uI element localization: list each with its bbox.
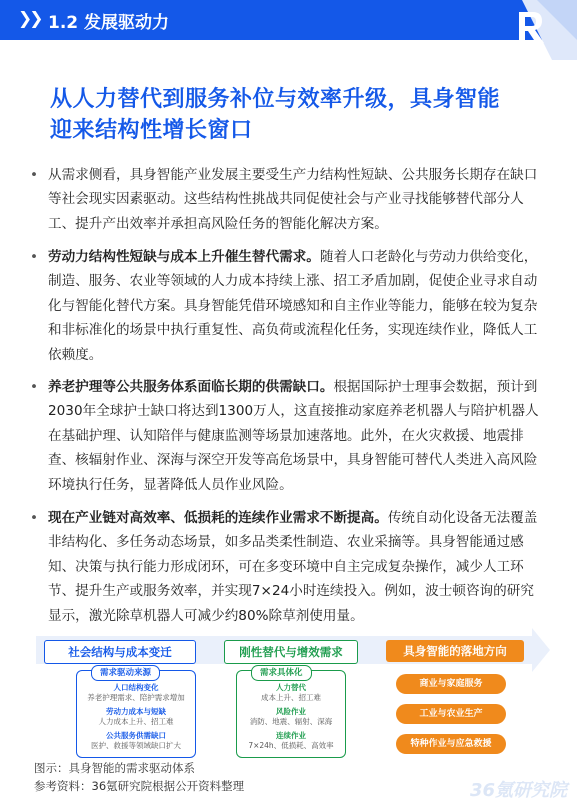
source-note: 参考资料：36氪研究院根据公开资料整理 bbox=[34, 779, 245, 793]
bullet-heading: 劳动力结构性短缺与成本上升催生替代需求。 bbox=[48, 249, 320, 265]
watermark: 36氪研究院 bbox=[470, 780, 568, 801]
bullet-dot-icon: • bbox=[30, 249, 39, 265]
list-item bbox=[237, 707, 345, 727]
bullet-text: 传统自动化设备无法覆盖非结构化、多任务动态场景，如多品类柔性制造、农业采摘等。具身智能通过感知、决策与执行能力形成闭环，可在多变环境中自主完成复杂操作，减少人工环节、提升生产或服务效率，并实现7×24小时连续投入。例如，波士顿咨询的研究显示，激光除草机器人可减少约80%除草剂使用量。 bbox=[48, 510, 538, 624]
bullet-text: 随着人口老龄化与劳动力供给变化，制造、服务、农业等领域的人力成本持续上涨、招工矛盾加剧，促使企业寻求自动化与智能化替代方案。具身智能凭借环境感知和自主作业等能力，能够在较为复杂和非标准化的场景中执行重复性、高负荷或流程化任务，实现连续作业，降低人工依赖度。 bbox=[48, 249, 538, 363]
bullet-paragraph bbox=[30, 375, 540, 497]
bullet-paragraph bbox=[30, 506, 540, 628]
bullet-heading: 现在产业链对高效率、低损耗的连续作业需求不断提高。 bbox=[48, 510, 388, 526]
item-title: 劳动力成本与短缺 bbox=[106, 707, 166, 716]
bullet-paragraph bbox=[30, 163, 540, 236]
direction-badge: 工业与农业生产 bbox=[396, 704, 506, 724]
item-detail: 养老护理需求、陪护需求增加 bbox=[87, 693, 185, 702]
item-detail: 7×24h、低损耗、高效率 bbox=[248, 741, 334, 750]
bullet-dot-icon: • bbox=[30, 510, 39, 526]
item-detail: 消防、地震、辐射、深海 bbox=[249, 717, 333, 726]
direction-badge: 商业与家庭服务 bbox=[396, 674, 506, 694]
item-detail: 医护、救援等领域缺口扩大 bbox=[91, 741, 181, 750]
column-header: 具身智能的落地方向 bbox=[386, 640, 524, 662]
list-item bbox=[237, 731, 345, 751]
list-item bbox=[77, 683, 195, 703]
bullet-text: 根据国际护士理事会数据，预计到2030年全球护士缺口将达到1300万人，这直接推动家庭养老机器人与陪护机器人在基础护理、认知陪伴与健康监测等场景加速落地。此外，在火灾救援、地震排查、核辐射作业、深海与深空开发等高危场景中，具身智能可替代人类进入高风险环境执行任务，显著降低人员作业风险。 bbox=[48, 379, 539, 493]
bullet-paragraph bbox=[30, 245, 540, 367]
item-title: 人口结构变化 bbox=[113, 683, 159, 692]
demand-specification-box bbox=[236, 670, 346, 758]
item-title: 连续作业 bbox=[276, 731, 306, 740]
bullet-text: 从需求侧看，具身智能产业发展主要受生产力结构性短缺、公共服务长期存在缺口等社会现实因素驱动。这些结构性挑战共同促使社会与产业寻找能够替代部分人工、提升产出效率并承担高风险任务的智能化解决方案。 bbox=[48, 167, 538, 232]
demand-driver-diagram bbox=[36, 628, 546, 758]
bullet-dot-icon: • bbox=[30, 167, 39, 183]
title-line-2: 迎来结构性增长窗口 bbox=[50, 118, 253, 143]
brand-logo bbox=[467, 0, 577, 60]
section-title: 1.2 发展驱动力 bbox=[48, 13, 170, 33]
list-item bbox=[77, 707, 195, 727]
item-title: 人力替代 bbox=[276, 683, 306, 692]
box-label: 需求驱动来源 bbox=[91, 665, 160, 681]
demand-source-box bbox=[76, 670, 196, 758]
item-detail: 成本上升、招工难 bbox=[261, 693, 321, 702]
figure-caption: 图示：具身智能的需求驱动体系 bbox=[34, 761, 195, 775]
title-line-1: 从人力替代到服务补位与效率升级，具身智能 bbox=[50, 87, 501, 112]
list-item bbox=[237, 683, 345, 703]
column-header: 刚性替代与增效需求 bbox=[224, 640, 358, 664]
bullet-heading: 养老护理等公共服务体系面临长期的供需缺口。 bbox=[48, 379, 334, 395]
bullet-dot-icon: • bbox=[30, 379, 39, 395]
item-title: 公共服务供需缺口 bbox=[106, 731, 166, 740]
arrow-right-icon bbox=[532, 628, 550, 672]
item-detail: 人力成本上升、招工难 bbox=[98, 717, 174, 726]
item-title: 风险作业 bbox=[276, 707, 306, 716]
box-label: 需求具体化 bbox=[251, 665, 312, 681]
direction-badge: 特种作业与应急救援 bbox=[396, 734, 506, 754]
list-item bbox=[77, 731, 195, 751]
column-header: 社会结构与成本变迁 bbox=[44, 640, 196, 664]
page-title bbox=[50, 84, 550, 146]
chevron-right-icon: ❯❯ bbox=[18, 9, 41, 29]
